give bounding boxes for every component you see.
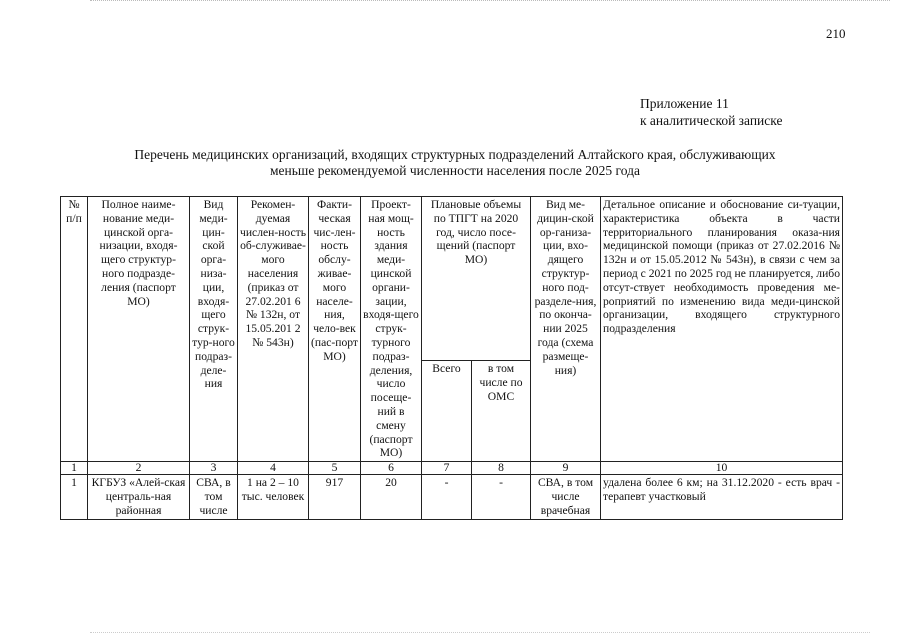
- row-oms: -: [472, 475, 531, 519]
- row-org-type: СВА, в том числе: [190, 475, 238, 519]
- col-number: 9: [531, 462, 601, 475]
- header-num: № п/п: [61, 197, 88, 462]
- row-description: удалена более 6 км; на 31.12.2020 - есть врач - терапевт участковый: [601, 475, 843, 519]
- col-number: 10: [601, 462, 843, 475]
- row-org-name: КГБУЗ «Алей-ская централь-ная районная: [88, 475, 190, 519]
- header-total: Всего: [422, 361, 472, 462]
- title-line-1: Перечень медицинских организаций, входящих структурных подразделений Алтайского края, обслуживающих: [134, 147, 776, 162]
- row-design-capacity: 20: [361, 475, 422, 519]
- col-number: 1: [61, 462, 88, 475]
- row-total: -: [422, 475, 472, 519]
- header-org-type-2025: Вид ме-дицин-ской ор-ганиза-ции, вхо-дящего структур-ного под-разделе-ния, по оконча-нии 2025 года (схема размеще-ния): [531, 197, 601, 462]
- header-design-capacity: Проект-ная мощ-ность здания меди-цинской органи-зации, входя-щего струк-турного подраз-деления, число посеще-ний в смену (паспорт МО): [361, 197, 422, 462]
- scan-top-edge: [90, 0, 890, 2]
- col-number: 7: [422, 462, 472, 475]
- appendix-line-1: Приложение 11: [640, 96, 729, 111]
- header-oms: в том числе по ОМС: [472, 361, 531, 462]
- col-number: 8: [472, 462, 531, 475]
- col-number: 5: [309, 462, 361, 475]
- scan-bottom-edge: [90, 632, 870, 633]
- col-number: 6: [361, 462, 422, 475]
- header-org-type: Вид меди-цин-ской орга-низа-ции, входя-щего струк-тур-ного подраз-деле-ния: [190, 197, 238, 462]
- page-number: 210: [826, 26, 846, 41]
- column-numbers-row: [61, 462, 843, 475]
- appendix-line-2: к аналитической записке: [640, 113, 783, 128]
- header-actual-population: Факти-ческая чис-лен-ность обслу-живае-мого населе-ния, чело-век (пас-порт МО): [309, 197, 361, 462]
- header-row-1: [61, 197, 843, 361]
- organizations-table: [60, 196, 843, 520]
- col-number: 3: [190, 462, 238, 475]
- header-org-name: Полное наиме-нование меди-цинской орга-низации, входя-щего структур-ного подразде-ления (паспорт МО): [88, 197, 190, 462]
- row-num: 1: [61, 475, 88, 519]
- row-org-type-2025: СВА, в том числе врачебная: [531, 475, 601, 519]
- row-actual-population: 917: [309, 475, 361, 519]
- col-number: 2: [88, 462, 190, 475]
- appendix-label: [640, 95, 782, 129]
- document-title: [60, 147, 850, 179]
- table-row: [61, 475, 843, 519]
- col-number: 4: [238, 462, 309, 475]
- header-description: Детальное описание и обоснование си-туации, характеристика объекта в части территориального планирования оказа-ния медицинской помощи (приказ от 27.02.2016 № 132н и от 15.05.2012 № 543н), в связи с чем за период с 2021 по 2025 год не планируется, либо отсут-ствует необходимость проведения ме-роприятий по изменению вида меди-цинской организации, входящего структурного подразделения: [601, 197, 843, 462]
- header-planned-volumes: Плановые объемы по ТПГТ на 2020 год, число посе-щений (паспорт МО): [422, 197, 531, 361]
- header-recommended-population: Рекомен-дуемая числен-ность об-служивае-мого населения (приказ от 27.02.201 6 № 132н, от 15.05.201 2 № 543н): [238, 197, 309, 462]
- row-recommended-population: 1 на 2 – 10 тыс. человек: [238, 475, 309, 519]
- title-line-2: меньше рекомендуемой численности населения после 2025 года: [270, 163, 640, 178]
